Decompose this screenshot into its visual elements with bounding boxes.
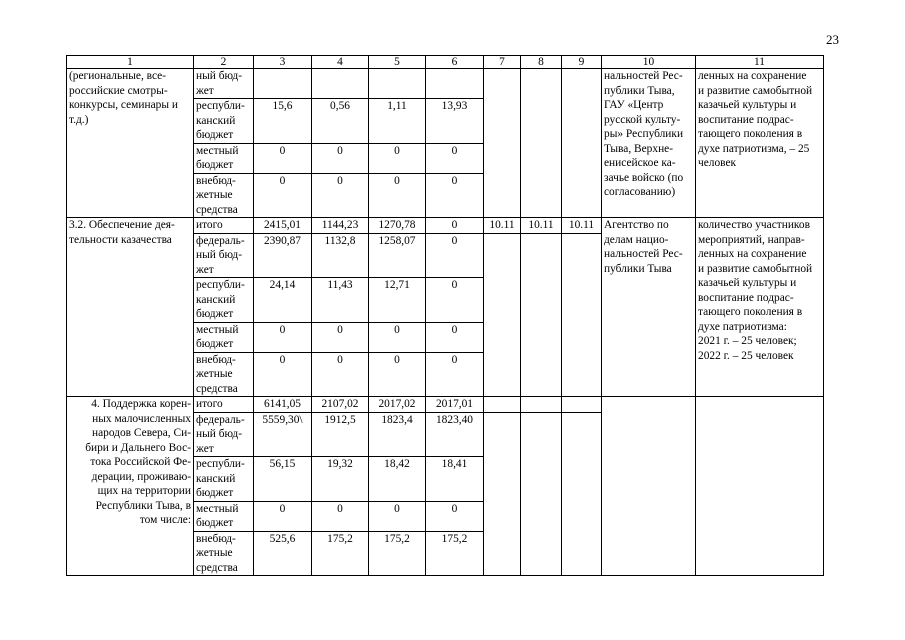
source-cell: республи- канский бюджет — [194, 457, 254, 502]
value-cell: 1270,78 — [369, 218, 426, 234]
program-table — [66, 55, 824, 576]
value-cell: 0 — [369, 322, 426, 352]
header-cell: 2 — [194, 56, 254, 69]
value-cell: 11,43 — [312, 278, 369, 323]
header-cell: 11 — [696, 56, 824, 69]
value-cell: 1823,4 — [369, 412, 426, 457]
empty-cell — [521, 397, 562, 413]
value-cell — [426, 69, 484, 99]
value-cell: 0 — [426, 278, 484, 323]
value-cell: 6141,05 — [254, 397, 312, 413]
value-cell: 56,15 — [254, 457, 312, 502]
activity-cell: 4. Поддержка корен- ных малочисленных народов Севера, Си- бири и Дальнего Вос- тока Российской Фе- дерации, проживаю- щих на территории Республики Тыва, в том числе: — [67, 397, 194, 576]
value-cell: 0 — [254, 322, 312, 352]
value-cell — [369, 69, 426, 99]
value-cell: 175,2 — [426, 531, 484, 576]
value-cell: 15,6 — [254, 99, 312, 144]
value-cell: 0 — [254, 173, 312, 218]
empty-cell — [562, 397, 602, 413]
header-cell: 4 — [312, 56, 369, 69]
table-row — [67, 69, 824, 99]
value-cell: 12,71 — [369, 278, 426, 323]
table-row — [67, 218, 824, 234]
value-cell: 24,14 — [254, 278, 312, 323]
value-cell — [254, 69, 312, 99]
value-cell: 175,2 — [312, 531, 369, 576]
value-cell: 1132,8 — [312, 233, 369, 278]
value-cell: 2107,02 — [312, 397, 369, 413]
value-cell: 1,11 — [369, 99, 426, 144]
empty-cell — [562, 69, 602, 218]
empty-cell — [602, 397, 696, 576]
value-cell: 0 — [369, 173, 426, 218]
header-cell: 8 — [521, 56, 562, 69]
executor-cell: нальностей Рес- публики Тыва, ГАУ «Центр русской культу- ры» Республики Тыва, Верхне- енисейское ка- зачье войско (по согласованию) — [602, 69, 696, 218]
activity-cell: (региональные, все- российские смотры- конкурсы, семинары и т.д.) — [67, 69, 194, 218]
header-cell: 6 — [426, 56, 484, 69]
empty-cell — [484, 397, 521, 413]
header-row — [67, 56, 824, 69]
value-cell: 0 — [312, 352, 369, 397]
value-cell: 0 — [312, 501, 369, 531]
value-cell: 2017,02 — [369, 397, 426, 413]
empty-cell — [521, 233, 562, 397]
source-cell: ный бюд- жет — [194, 69, 254, 99]
value-cell: 0 — [426, 233, 484, 278]
value-cell: 0 — [254, 352, 312, 397]
value-cell — [312, 69, 369, 99]
executor-cell: Агентство по делам нацио- нальностей Рес- публики Тыва — [602, 218, 696, 397]
value-cell: 0 — [369, 143, 426, 173]
value-cell: 0,56 — [312, 99, 369, 144]
indicator-cell: количество участников мероприятий, направ- ленных на сохранение и развитие самобытной казачьей культуры и воспитание подрас- тающего поколения в духе патриотизма: 2021 г. – 25 человек; 2022 г. – 25 человек — [696, 218, 824, 397]
empty-cell — [696, 397, 824, 576]
empty-cell — [484, 69, 521, 218]
empty-cell — [562, 233, 602, 397]
source-cell: внебюд- жетные средства — [194, 173, 254, 218]
value-cell: 0 — [369, 352, 426, 397]
value-cell: 1823,40 — [426, 412, 484, 457]
header-cell: 7 — [484, 56, 521, 69]
date-cell: 10.11 — [484, 218, 521, 234]
value-cell: 0 — [312, 322, 369, 352]
source-cell: республи- канский бюджет — [194, 278, 254, 323]
value-cell: 0 — [254, 501, 312, 531]
value-cell: 1258,07 — [369, 233, 426, 278]
value-cell: 2415,01 — [254, 218, 312, 234]
indicator-cell: ленных на сохранение и развитие самобытной казачьей культуры и воспитание подрас- тающего поколения в духе патриотизма, – 25 человек — [696, 69, 824, 218]
header-cell: 10 — [602, 56, 696, 69]
source-cell: внебюд- жетные средства — [194, 531, 254, 576]
source-cell: местный бюджет — [194, 501, 254, 531]
value-cell: 18,42 — [369, 457, 426, 502]
table-row — [67, 397, 824, 413]
value-cell: 525,6 — [254, 531, 312, 576]
value-cell: 1912,5 — [312, 412, 369, 457]
value-cell: 0 — [426, 322, 484, 352]
value-cell: 5559,30\ — [254, 412, 312, 457]
value-cell: 0 — [426, 218, 484, 234]
empty-cell — [521, 69, 562, 218]
value-cell: 18,41 — [426, 457, 484, 502]
source-cell: местный бюджет — [194, 322, 254, 352]
value-cell: 0 — [426, 501, 484, 531]
value-cell: 13,93 — [426, 99, 484, 144]
value-cell: 0 — [426, 173, 484, 218]
empty-cell — [521, 412, 562, 576]
empty-cell — [562, 412, 602, 576]
value-cell: 175,2 — [369, 531, 426, 576]
page-number: 23 — [826, 32, 839, 47]
value-cell: 2390,87 — [254, 233, 312, 278]
header-cell: 5 — [369, 56, 426, 69]
source-cell: итого — [194, 218, 254, 234]
source-cell: федераль- ный бюд- жет — [194, 412, 254, 457]
header-cell: 1 — [67, 56, 194, 69]
date-cell: 10.11 — [521, 218, 562, 234]
value-cell: 1144,23 — [312, 218, 369, 234]
source-cell: республи- канский бюджет — [194, 99, 254, 144]
source-cell: внебюд- жетные средства — [194, 352, 254, 397]
value-cell: 0 — [312, 173, 369, 218]
value-cell: 0 — [426, 352, 484, 397]
source-cell: федераль- ный бюд- жет — [194, 233, 254, 278]
value-cell: 0 — [426, 143, 484, 173]
header-cell: 3 — [254, 56, 312, 69]
value-cell: 2017,01 — [426, 397, 484, 413]
header-cell: 9 — [562, 56, 602, 69]
empty-cell — [484, 233, 521, 397]
empty-cell — [484, 412, 521, 576]
value-cell: 0 — [312, 143, 369, 173]
source-cell: итого — [194, 397, 254, 413]
value-cell: 19,32 — [312, 457, 369, 502]
activity-cell: 3.2. Обеспечение дея- тельности казачества — [67, 218, 194, 397]
date-cell: 10.11 — [562, 218, 602, 234]
value-cell: 0 — [254, 143, 312, 173]
source-cell: местный бюджет — [194, 143, 254, 173]
value-cell: 0 — [369, 501, 426, 531]
